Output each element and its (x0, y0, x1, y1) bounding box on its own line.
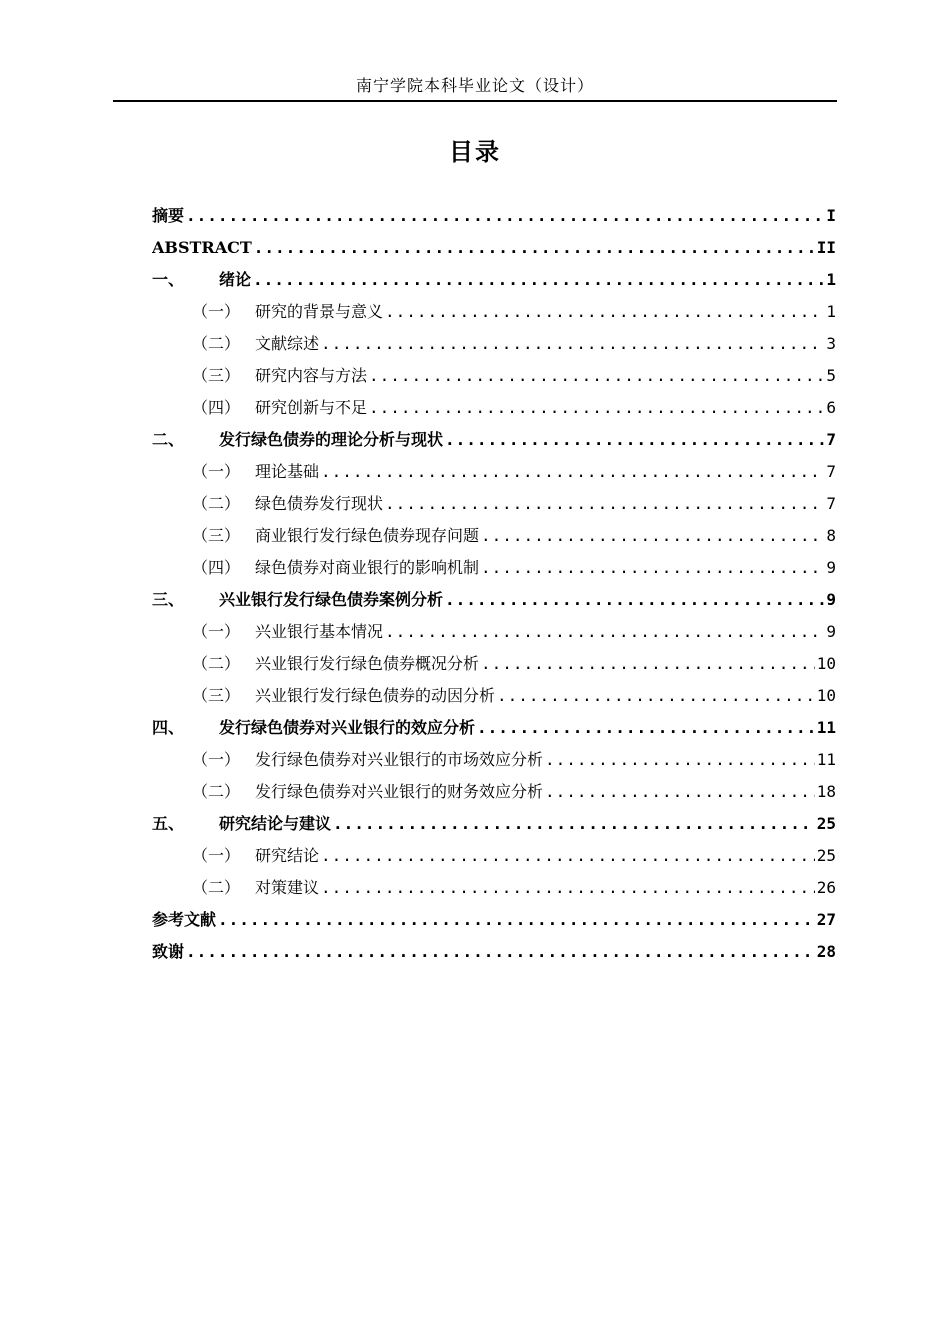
toc-entry[interactable] (152, 680, 836, 712)
toc-entry[interactable] (152, 616, 836, 648)
page-header: 南宁学院本科毕业论文（设计） (355, 76, 594, 95)
toc-entry-page-number: 27 (816, 910, 836, 929)
toc-dot-leader (321, 840, 815, 872)
toc-dot-leader (497, 680, 815, 712)
toc-entry-page-number: 7 (826, 462, 836, 481)
toc-entry-page-number: 1 (826, 270, 836, 289)
table-of-contents (152, 200, 836, 968)
toc-entry-label: 发行绿色债券对兴业银行的市场效应分析 (255, 750, 544, 769)
toc-entry-label: 绪论 (219, 270, 252, 289)
toc-dot-leader (385, 488, 824, 520)
toc-entry-number: （一） (192, 622, 241, 641)
toc-entry-number: 三、 (152, 590, 185, 609)
toc-entry-number: 五、 (152, 814, 185, 833)
toc-entry-number: （二） (192, 494, 241, 513)
page-title: 目录 (449, 138, 501, 166)
toc-entry-number: （三） (192, 526, 241, 545)
toc-dot-leader (481, 648, 815, 680)
toc-entry-page-number: II (816, 238, 836, 257)
toc-dot-leader (481, 552, 824, 584)
toc-entry-page-number: 10 (816, 686, 836, 705)
toc-dot-leader (385, 296, 824, 328)
toc-dot-leader (254, 232, 815, 264)
toc-entry-page-number: I (826, 206, 836, 225)
toc-dot-leader (253, 264, 824, 296)
toc-entry-label: 绿色债券对商业银行的影响机制 (255, 558, 480, 577)
toc-entry-label: 研究内容与方法 (255, 366, 368, 385)
toc-entry[interactable] (152, 872, 836, 904)
toc-entry[interactable] (152, 744, 836, 776)
toc-entry[interactable] (152, 776, 836, 808)
toc-entry-label: 研究结论与建议 (219, 814, 332, 833)
toc-entry-label: 发行绿色债券的理论分析与现状 (219, 430, 444, 449)
toc-entry-number: （二） (192, 782, 241, 801)
toc-entry-label: 理论基础 (255, 462, 320, 481)
toc-entry-page-number: 5 (826, 366, 836, 385)
toc-entry[interactable] (152, 648, 836, 680)
toc-entry-label: 文献综述 (255, 334, 320, 353)
toc-entry[interactable] (152, 520, 836, 552)
toc-entry[interactable] (152, 392, 836, 424)
toc-entry-page-number: 7 (826, 494, 836, 513)
toc-entry-number: （二） (192, 878, 241, 897)
toc-dot-leader (445, 584, 824, 616)
toc-entry[interactable] (152, 584, 836, 616)
toc-entry-number: （二） (192, 334, 241, 353)
toc-dot-leader (385, 616, 824, 648)
toc-entry-page-number: 3 (826, 334, 836, 353)
toc-entry-page-number: 6 (826, 398, 836, 417)
toc-entry-number: （四） (192, 398, 241, 417)
toc-entry[interactable] (152, 712, 836, 744)
toc-entry-label: 研究的背景与意义 (255, 302, 384, 321)
toc-entry-number: （一） (192, 750, 241, 769)
toc-dot-leader (321, 456, 824, 488)
toc-entry-page-number: 10 (816, 654, 836, 673)
toc-entry[interactable] (152, 904, 836, 936)
toc-entry-label: 发行绿色债券对兴业银行的财务效应分析 (255, 782, 544, 801)
header-divider (113, 100, 837, 102)
toc-entry[interactable] (152, 488, 836, 520)
toc-entry-label: 致谢 (152, 942, 185, 961)
toc-entry[interactable] (152, 840, 836, 872)
toc-dot-leader (218, 904, 815, 936)
toc-entry-label: 绿色债券发行现状 (255, 494, 384, 513)
toc-entry-number: （三） (192, 366, 241, 385)
toc-entry-page-number: 28 (816, 942, 836, 961)
toc-dot-leader (369, 360, 824, 392)
toc-entry[interactable] (152, 360, 836, 392)
toc-dot-leader (186, 200, 824, 232)
toc-entry-page-number: 8 (826, 526, 836, 545)
toc-entry[interactable] (152, 936, 836, 968)
toc-entry-label: 参考文献 (152, 910, 217, 929)
toc-dot-leader (545, 744, 815, 776)
toc-entry-number: （二） (192, 654, 241, 673)
toc-entry[interactable] (152, 456, 836, 488)
toc-entry-page-number: 25 (816, 846, 836, 865)
toc-entry[interactable] (152, 552, 836, 584)
toc-dot-leader (321, 872, 815, 904)
toc-entry-label: 兴业银行发行绿色债券的动因分析 (255, 686, 496, 705)
toc-entry-page-number: 11 (816, 718, 836, 737)
toc-entry-label: 研究创新与不足 (255, 398, 368, 417)
toc-entry-number: 四、 (152, 718, 185, 737)
toc-entry-number: 二、 (152, 430, 185, 449)
toc-entry[interactable] (152, 296, 836, 328)
toc-entry-number: （一） (192, 846, 241, 865)
toc-entry-number: （三） (192, 686, 241, 705)
toc-entry-page-number: 11 (816, 750, 836, 769)
toc-entry-number: （四） (192, 558, 241, 577)
toc-entry[interactable] (152, 808, 836, 840)
toc-entry-label: 对策建议 (255, 878, 320, 897)
toc-dot-leader (481, 520, 824, 552)
toc-dot-leader (321, 328, 824, 360)
toc-entry[interactable] (152, 200, 836, 232)
toc-entry-label: 研究结论 (255, 846, 320, 865)
toc-entry-page-number: 9 (826, 590, 836, 609)
toc-entry-label: 兴业银行基本情况 (255, 622, 384, 641)
toc-dot-leader (369, 392, 824, 424)
toc-entry-label: 发行绿色债券对兴业银行的效应分析 (219, 718, 476, 737)
toc-entry-label: 摘要 (152, 206, 185, 225)
toc-dot-leader (545, 776, 815, 808)
toc-entry[interactable] (152, 264, 836, 296)
toc-entry[interactable] (152, 328, 836, 360)
toc-entry[interactable] (152, 424, 836, 456)
toc-entry-label: 兴业银行发行绿色债券案例分析 (219, 590, 444, 609)
toc-entry-page-number: 9 (826, 622, 836, 641)
toc-entry-label: 兴业银行发行绿色债券概况分析 (255, 654, 480, 673)
toc-entry-number: （一） (192, 302, 241, 321)
toc-entry-page-number: 9 (826, 558, 836, 577)
toc-entry-page-number: 18 (816, 782, 836, 801)
toc-entry-page-number: 26 (816, 878, 836, 897)
toc-dot-leader (445, 424, 824, 456)
toc-entry[interactable] (152, 232, 836, 264)
toc-dot-leader (477, 712, 815, 744)
toc-dot-leader (186, 936, 815, 968)
toc-entry-label: 商业银行发行绿色债券现存问题 (255, 526, 480, 545)
toc-entry-page-number: 1 (826, 302, 836, 321)
toc-entry-number: （一） (192, 462, 241, 481)
toc-entry-page-number: 7 (826, 430, 836, 449)
toc-entry-page-number: 25 (816, 814, 836, 833)
toc-dot-leader (333, 808, 815, 840)
toc-entry-label: ABSTRACT (152, 238, 252, 257)
toc-entry-number: 一、 (152, 270, 185, 289)
